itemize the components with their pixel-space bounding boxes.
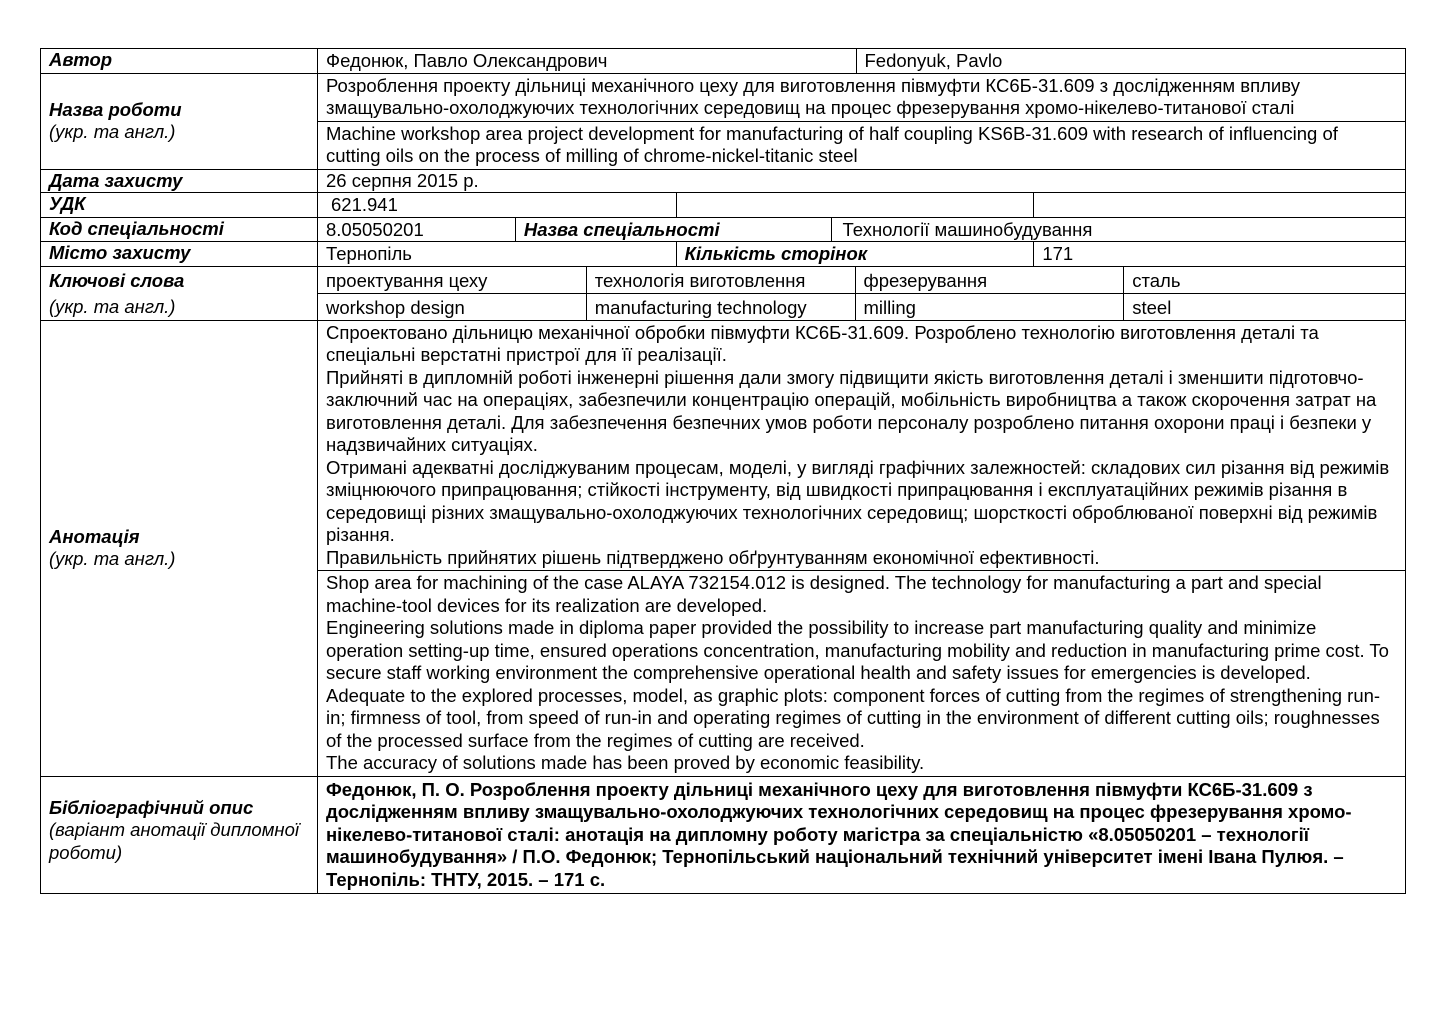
work-title-en: Machine workshop area project development for manufacturing of half coupling KS6B-31.609 with research of influencing of cutting oils on the process of milling of chrome-nickel-titanic steel: [318, 121, 1405, 169]
pages-value: 171: [1033, 242, 1405, 266]
udc-value: 621.941: [331, 194, 398, 215]
pages-label: Кількість сторінок: [676, 242, 1034, 266]
specialty-code-label: Код спеціальності: [41, 217, 318, 242]
keyword-en-1: workshop design: [326, 296, 465, 318]
bibliography-row: [41, 776, 1406, 894]
keyword-uk-3: фрезерування: [855, 267, 1124, 293]
keywords-row: [41, 266, 1406, 320]
work-title-row: [41, 73, 1406, 169]
author-name-uk: Федонюк, Павло Олександрович: [326, 50, 608, 71]
author-row: [41, 49, 1406, 74]
city-label: Місто захисту: [41, 242, 318, 267]
annotation-en-paragraph: Shop area for machining of the case ALAYA 732154.012 is designed. The technology for manufacturing a part and special machine-tool devices for its realization are developed.: [326, 572, 1322, 616]
work-title-label: Назва роботи: [49, 98, 182, 120]
specialty-name: Технології машинобудування: [831, 218, 1405, 242]
keyword-uk-1: проектування цеху: [326, 269, 488, 291]
annotation-en-paragraph: Adequate to the explored processes, model, as graphic plots: component forces of cutting from the regimes of strengthening run-in; firmness of tool, from speed of run-in and operating regimes of cutting in the environment of different cutting oils; roughnesses of the processed surface from the regimes of cutting are received.: [326, 684, 1381, 751]
annotation-uk-paragraph: Спроектовано дільницю механічної обробки півмуфти КС6Б-31.609. Розроблено технологію виготовлення деталі та спеціальні верстатні пристрої для її реалізації.: [326, 321, 1319, 365]
annotation-uk-paragraph: Прийняті в дипломній роботі інженерні рішення дали змогу підвищити якість виготовлення деталі і зменшити підготовчо-заключний час на операціях, забезпечили концентрацію операцій, мобільність виробництва а також скорочення затрат на виготовлення деталі. Для забезпечення безпечних умов роботи персоналу розроблено питання охорони праці і безпеки у надзвичайних ситуаціях.: [326, 366, 1377, 455]
annotation-en: [318, 570, 1405, 776]
abstract-table: [40, 48, 1406, 894]
defense-date-value: 26 серпня 2015 р.: [318, 169, 1406, 193]
defense-date-label: Дата захисту: [41, 169, 318, 193]
udc-row: [41, 193, 1406, 218]
work-title-uk: Розроблення проекту дільниці механічного цеху для виготовлення півмуфти КС6Б-31.609 з дослідженням впливу змащувально-охолоджуючих технологічних середовищ на процес фрезерування хромо-нікелево-титанової сталі: [326, 74, 1300, 118]
author-name-en: Fedonyuk, Pavlo: [856, 49, 1406, 73]
author-label: Автор: [41, 49, 318, 74]
keywords-note: (укр. та англ.): [49, 295, 176, 317]
keyword-uk-4: сталь: [1123, 267, 1405, 293]
work-title-note: (укр. та англ.): [49, 121, 176, 142]
city-value: Тернопіль: [326, 243, 412, 264]
udc-empty-2: [1033, 193, 1405, 217]
keyword-en-4: steel: [1123, 294, 1405, 320]
keyword-en-2: manufacturing technology: [586, 294, 855, 320]
annotation-label: Анотація: [49, 525, 140, 547]
udc-label: УДК: [41, 193, 318, 218]
annotation-uk-paragraph: Правильність прийнятих рішень підтверджено обґрунтуванням економічної ефективності.: [326, 546, 1100, 568]
bibliography-text: Федонюк, П. О. Розроблення проекту дільниці механічного цеху для виготовлення півмуфти КС6Б-31.609 з дослідженням впливу змащувально-охолоджуючих технологічних середовищ на процес фрезерування хромо-нікелево-титанової сталі: анотація на дипломну роботу магістра за спеціальністю «8.05050201 – технології машинобудування» / П.О. Федонюк; Тернопільський національний технічний університет імені Івана Пулюя. – Тернопіль: ТНТУ, 2015. – 171 с.: [318, 776, 1406, 894]
bibliography-label: Бібліографічний опис: [49, 796, 254, 818]
annotation-uk-paragraph: Отримані адекватні досліджуваним процесам, моделі, у вигляді графічних залежностей: складових сил різання від режимів зміцнюючого припрацювання; стійкості інструменту, від швидкості припрацювання і експлуатаційних режимів різання в середовищі різних змащувально-охолоджуючих технологічних середовищ; шорсткості оброблюваної поверхні від режимів різання.: [326, 456, 1390, 545]
udc-empty-1: [676, 193, 1034, 217]
keyword-en-3: milling: [855, 294, 1124, 320]
specialty-row: [41, 217, 1406, 242]
specialty-code: 8.05050201: [326, 218, 424, 240]
annotation-note: (укр. та англ.): [49, 548, 176, 569]
annotation-row: [41, 320, 1406, 776]
annotation-en-paragraph: Engineering solutions made in diploma paper provided the possibility to increase part manufacturing quality and minimize operation setting-up time, ensured operations concentration, manufacturing mobility and reduction in manufacturing prime cost. To secure staff working environment the comprehensive operational health and safety issues for emergencies is developed.: [326, 617, 1389, 683]
specialty-name-label: Назва спеціальності: [515, 218, 831, 242]
defense-date-row: [41, 169, 1406, 193]
annotation-en-paragraph: The accuracy of solutions made has been proved by economic feasibility.: [326, 752, 925, 773]
city-row: [41, 242, 1406, 267]
keyword-uk-2: технологія виготовлення: [586, 267, 855, 293]
abstract-sheet: [40, 48, 1405, 894]
bibliography-note: (варіант анотації дипломної роботи): [49, 819, 299, 863]
annotation-uk: [318, 321, 1405, 571]
keywords-label: Ключові слова: [49, 269, 185, 291]
